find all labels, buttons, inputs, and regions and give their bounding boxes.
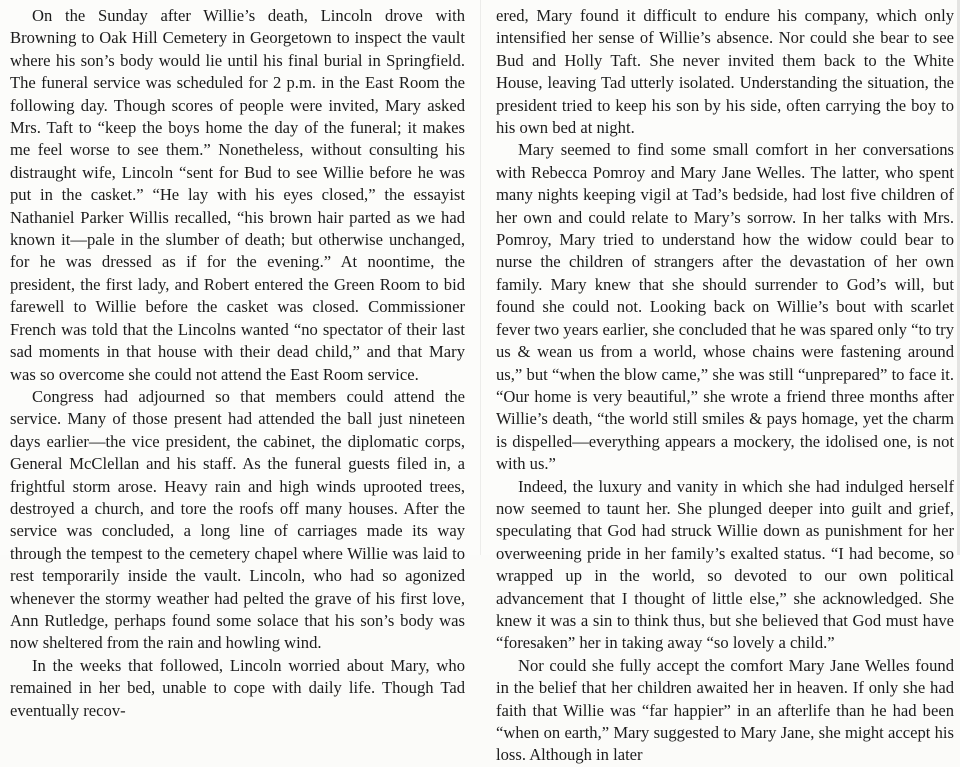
column-gutter	[480, 0, 481, 555]
left-column	[10, 5, 465, 722]
right-column	[496, 5, 954, 767]
left-paragraph-3: In the weeks that followed, Lincoln worried about Mary, who remained in her bed, unable to cope with daily life. Though Tad eventually recov-	[10, 655, 465, 720]
right-continuation-paragraph: ered, Mary found it difficult to endure his company, which only intensified her sense of Willie’s absence. Nor could she bear to see Bud and Holly Taft. She never invited them back to the White House, leaving Tad utterly isolated. Understanding the situation, the president tried to keep his son by his side, often carrying the boy to his own bed at night.	[496, 6, 954, 138]
right-paragraph-2: Indeed, the luxury and vanity in which she had indulged herself now seemed to taunt her. She plunged deeper into guilt and grief, speculating that God had struck Willie down as punishment for her overweening pride in her family’s exalted status. “I had become, so wrapped up in the world, so devoted to our own political advancement that I thought of little else,” she acknowledged. She knew it was a sin to think thus, but she believed that God must have “foresaken” her in taking away “so lovely a child.”	[496, 476, 954, 653]
right-paragraph-3: Nor could she fully accept the comfort Mary Jane Welles found in the belief that her children awaited her in heaven. If only she had faith that Willie was “far happier” in an afterlife than he had been “when on earth,” Mary suggested to Mary Jane, she might accept his loss. Although in later	[496, 655, 954, 765]
left-paragraph-2: Congress had adjourned so that members could attend the service. Many of those present had attended the ball just nineteen days earlier—the vice president, the cabinet, the diplomatic corps, General McClellan and his staff. As the funeral guests filed in, a frightful storm arose. Heavy rain and high winds uprooted trees, destroyed a church, and tore the roofs off many houses. After the service was concluded, a long line of carriages made its way through the tempest to the cemetery chapel where Willie was laid to rest temporarily inside the vault. Lincoln, who had so agonized whenever the stormy weather had pelted the grave of his first love, Ann Rutledge, perhaps found some solace that his son’s body was now sheltered from the rain and howling wind.	[10, 386, 465, 653]
right-paragraph-1: Mary seemed to find some small comfort in her conversations with Rebecca Pomroy and Mary Jane Welles. The latter, who spent many nights keeping vigil at Tad’s bedside, had lost five children of her own and could relate to Mary’s sorrow. In her talks with Mrs. Pomroy, Mary tried to understand how the widow could bear to nurse the children of strangers after the devastation of her own family. Mary knew that she should surrender to God’s will, but found she could not. Looking back on Willie’s bout with scarlet fever two years earlier, she concluded that he was spared only “to try us & wean us from a world, whose chains were fastening around us,” but “when the blow came,” she was still “unprepared” to face it. “Our home is very beautiful,” she wrote a friend three months after Willie’s death, “the world still smiles & pays homage, yet the charm is dispelled—everything appears a mockery, the idolised one, is not with us.”	[496, 140, 954, 474]
left-paragraph-1: On the Sunday after Willie’s death, Lincoln drove with Browning to Oak Hill Cemetery in Georgetown to inspect the vault where his son’s body would lie until his final burial in Springfield. The funeral service was scheduled for 2 p.m. in the East Room the following day. Though scores of people were invited, Mary asked Mrs. Taft to “keep the boys home the day of the funeral; it makes me feel worse to see them.” Nonetheless, without consulting his distraught wife, Lincoln “sent for Bud to see Willie before he was put in the casket.” “He lay with his eyes closed,” the essayist Nathaniel Parker Willis recalled, “his brown hair parted as we had known it—pale in the slumber of death; but otherwise unchanged, for he was dressed as if for the evening.” At noontime, the president, the first lady, and Robert entered the Green Room to bid farewell to Willie before the casket was closed. Commissioner French was told that the Lincolns wanted “no spectator of their last sad moments in that house with their dead child,” and that Mary was so overcome she could not attend the East Room service.	[10, 6, 465, 384]
